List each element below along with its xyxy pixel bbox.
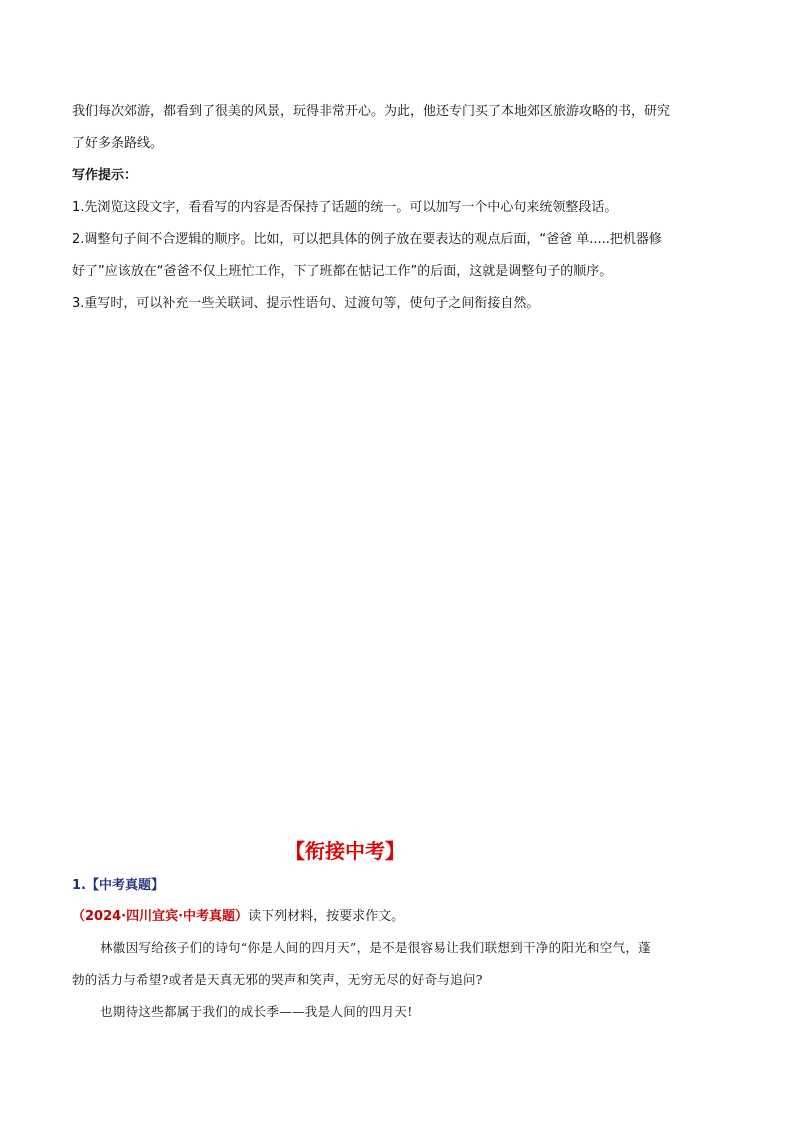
question-header — [72, 877, 724, 895]
question-instruction: 读下列材料，按要求作文。 — [248, 909, 405, 924]
tips-heading: 写作提示： — [72, 168, 138, 183]
tip-3: 3.重写时，可以补充一些关联词、提示性语句、过渡句等，使句子之间衔接自然。 — [72, 296, 540, 311]
question-source: （2024·四川宜宾·中考真题） — [72, 909, 249, 924]
question-number: 1.【中考真题】 — [72, 878, 164, 893]
material-line-1: 林徽因写给孩子们的诗句“你是人间的四月天”，是不是很容易让我们联想到干净的阳光和空气，蓬 — [100, 940, 651, 955]
tip-2-line-1: 2.调整句子间不合逻辑的顺序。比如，可以把具体的例子放在要表达的观点后面，“爸爸 单.....把机器修 — [72, 232, 662, 247]
tip-1: 1.先浏览这段文字，看看写的内容是否保持了话题的统一。可以加写一个中心句来统领整段话。 — [72, 200, 618, 215]
paragraph-line-2: 了好多条路线。 — [72, 136, 164, 151]
paragraph-line-1: 我们每次郊游，都看到了很美的风景，玩得非常开心。为此，他还专门买了本地郊区旅游攻略的书，研究 — [72, 104, 671, 119]
section-title: 【衔接中考】 — [285, 839, 405, 863]
material-line-3: 也期待这些都属于我们的成长季——我是人间的四月天! — [100, 1004, 413, 1019]
question-prompt — [72, 908, 724, 926]
tip-2-line-2: 好了”应该放在“爸爸不仅上班忙工作，下了班都在惦记工作”的后面，这就是调整句子的顺序。 — [72, 264, 613, 279]
material-line-2: 勃的活力与希望?或者是天真无邪的哭声和笑声，无穷无尽的好奇与追问? — [72, 972, 483, 987]
